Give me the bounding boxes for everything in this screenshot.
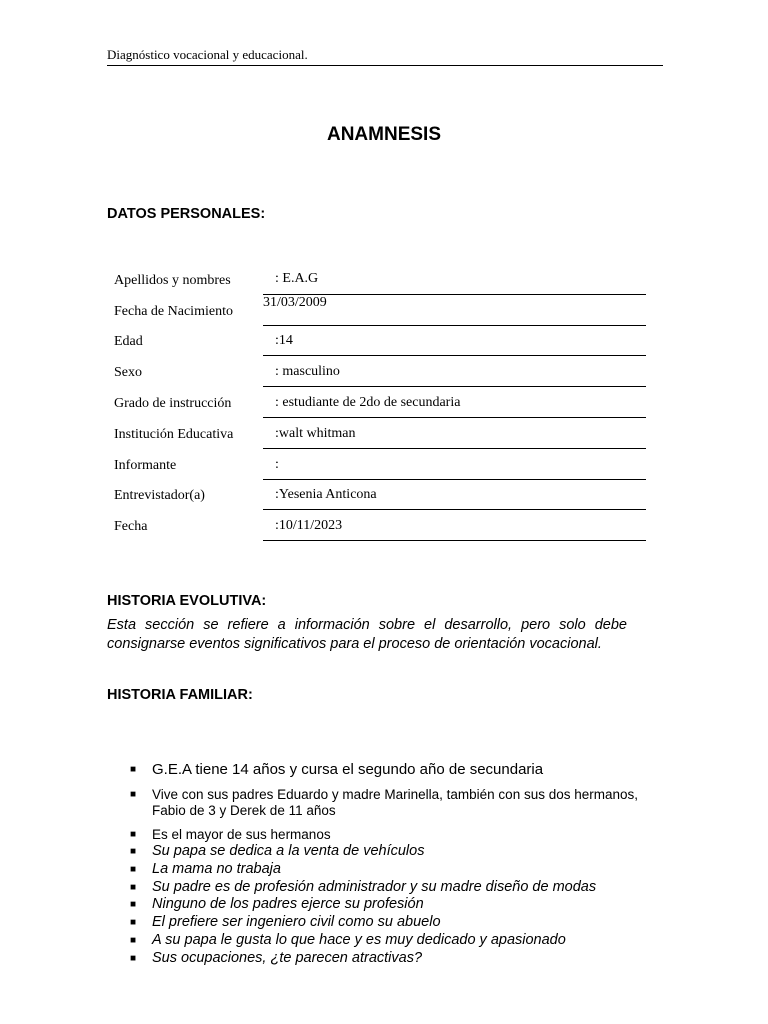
- table-row: [114, 387, 646, 418]
- row-value: :: [275, 456, 279, 472]
- row-value: :10/11/2023: [275, 518, 343, 534]
- row-value-line: [263, 294, 646, 326]
- row-value-line: [263, 417, 646, 449]
- square-bullet-icon: ■: [130, 952, 137, 964]
- row-value-line: [263, 386, 646, 418]
- row-label: Edad: [114, 334, 143, 350]
- table-row: [114, 418, 646, 449]
- list-item: [130, 932, 670, 950]
- square-bullet-icon: ■: [130, 846, 137, 857]
- list-item-text: Vive con sus padres Eduardo y madre Marinella, también con sus dos hermanos, Fabio de 3 y Derek de 11 años: [152, 787, 639, 818]
- page-title: ANAMNESIS: [326, 124, 441, 145]
- row-value: : E.A.G: [275, 270, 319, 286]
- row-label: Sexo: [114, 365, 142, 381]
- table-row: [114, 326, 646, 357]
- square-bullet-icon: ■: [130, 934, 137, 946]
- table-row: [114, 480, 646, 511]
- table-row: [114, 295, 646, 326]
- square-bullet-icon: ■: [130, 863, 137, 875]
- list-item: [130, 760, 670, 779]
- table-row: [114, 264, 646, 295]
- historia-familiar-list: [130, 760, 670, 968]
- list-item-text: Sus ocupaciones, ¿te parecen atractivas?: [152, 949, 423, 966]
- row-value: : masculino: [275, 364, 340, 380]
- square-bullet-icon: ■: [130, 881, 137, 893]
- row-value: 31/03/2009: [263, 294, 327, 310]
- list-item-text: G.E.A tiene 14 años y cursa el segundo año de secundaria: [152, 761, 544, 778]
- list-item-text: La mama no trabaja: [152, 860, 281, 877]
- list-item-text: Su papa se dedica a la venta de vehículos: [152, 843, 425, 859]
- row-value-line: [263, 325, 646, 357]
- row-value: : estudiante de 2do de secundaria: [275, 394, 461, 410]
- list-item: [130, 950, 670, 968]
- list-item: [130, 861, 670, 879]
- list-item: [130, 879, 670, 897]
- list-item-text: Es el mayor de sus hermanos: [152, 827, 331, 842]
- list-item: [130, 827, 670, 843]
- section-heading-datos-personales: DATOS PERSONALES:: [107, 206, 266, 222]
- page-header: Diagnóstico vocacional y educacional.: [107, 47, 663, 66]
- row-label: Apellidos y nombres: [114, 272, 231, 288]
- row-label: Grado de instrucción: [114, 395, 232, 411]
- list-item-text: El prefiere ser ingeniero civil como su abuelo: [152, 914, 441, 931]
- datos-personales-table: [114, 264, 646, 541]
- row-label: Fecha de Nacimiento: [114, 303, 233, 319]
- row-value-line: [263, 355, 646, 387]
- row-value-line: [263, 479, 646, 511]
- square-bullet-icon: ■: [130, 789, 137, 800]
- square-bullet-icon: ■: [130, 829, 137, 840]
- table-row: [114, 356, 646, 387]
- square-bullet-icon: ■: [130, 917, 137, 929]
- square-bullet-icon: ■: [130, 764, 137, 775]
- row-value: :Yesenia Anticona: [275, 487, 377, 503]
- list-item: [130, 896, 670, 914]
- list-item: [130, 914, 670, 932]
- row-label: Entrevistador(a): [114, 488, 205, 504]
- row-label: Informante: [114, 457, 177, 473]
- table-row: [114, 510, 646, 541]
- row-label: Fecha: [114, 519, 148, 535]
- list-item-text: Su padre es de profesión administrador y su madre diseño de modas: [152, 878, 597, 895]
- section-heading-historia-familiar: HISTORIA FAMILIAR:: [107, 687, 253, 703]
- row-value-line: [263, 263, 646, 295]
- table-row: [114, 449, 646, 480]
- list-item: [130, 787, 670, 819]
- row-value: :walt whitman: [275, 425, 356, 441]
- square-bullet-icon: ■: [130, 899, 137, 911]
- list-item-text: Ninguno de los padres ejerce su profesión: [152, 896, 424, 913]
- historia-evolutiva-text: Esta sección se refiere a información sobre el desarrollo, pero solo debe consignarse eventos significativos para el proceso de orientación vocacional.: [107, 617, 627, 652]
- row-value: :14: [275, 333, 293, 349]
- section-heading-historia-evolutiva: HISTORIA EVOLUTIVA:: [107, 593, 267, 609]
- row-label: Institución Educativa: [114, 426, 234, 442]
- row-value-line: [263, 509, 646, 541]
- list-item: [130, 843, 670, 861]
- list-item-text: A su papa le gusta lo que hace y es muy dedicado y apasionado: [152, 931, 566, 948]
- row-value-line: [263, 448, 646, 480]
